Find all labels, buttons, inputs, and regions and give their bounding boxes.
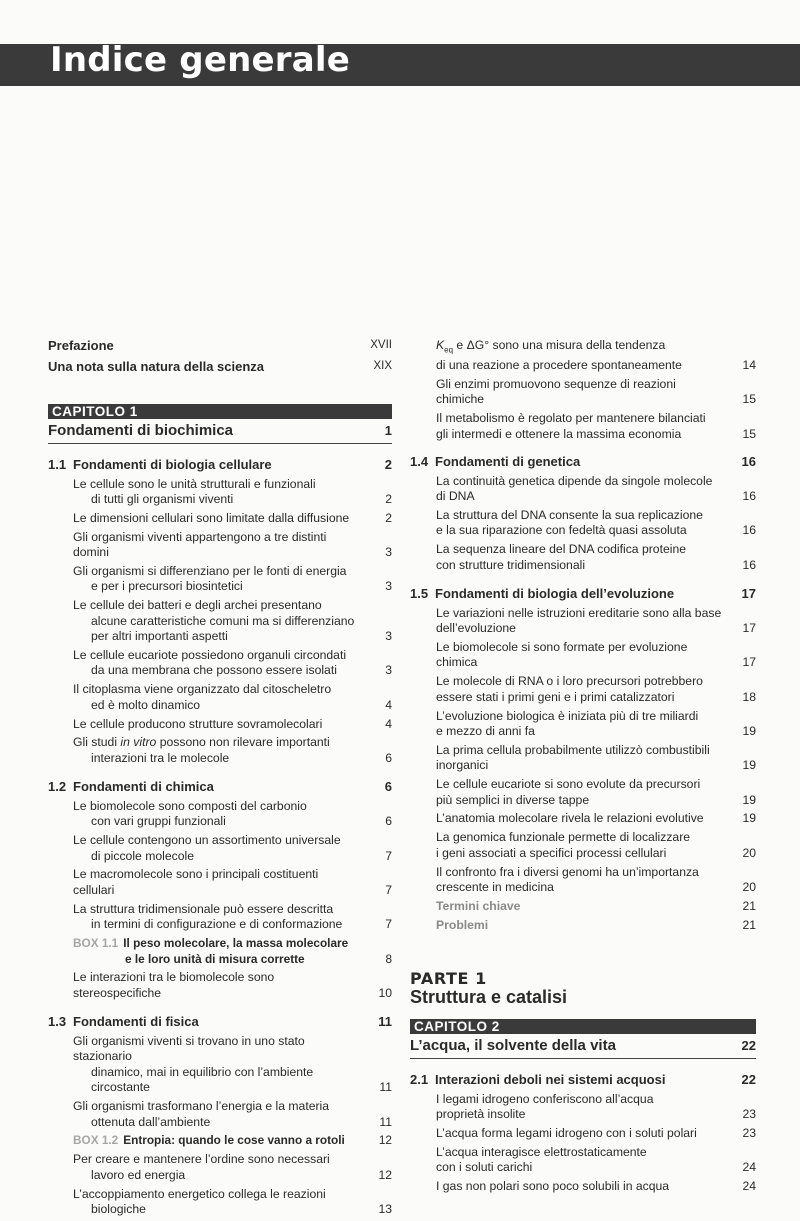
part-number: 1: [475, 969, 487, 989]
entry-text-line: in termini di configurazione e di conformazione: [91, 917, 343, 932]
entry-text-line: Gli organismi trasformano l’energia e la materia: [73, 1099, 330, 1114]
box-text-line: [73, 952, 362, 968]
end-matter-entry: [410, 918, 756, 934]
entry-text-line: Gli studi in vitro possono non rilevare importanti: [73, 735, 330, 750]
entry-text-line: La sequenza lineare del DNA codifica proteine: [436, 542, 687, 557]
section-heading: [48, 457, 392, 473]
chapter-title: [48, 419, 392, 444]
entry-title: Termini chiave: [436, 898, 521, 913]
section-title: Fondamenti di biologia dell’evoluzione: [435, 586, 675, 602]
chapter-title: [410, 1034, 756, 1059]
entry-text-line: Le biomolecole si sono formate per evoluzione chimica: [436, 639, 688, 670]
entry-text-line: I gas non polari sono poco solubili in acqua: [436, 1178, 670, 1193]
box-entry: [48, 936, 392, 967]
page-number: 14: [742, 357, 756, 372]
subsection-entry: [48, 1099, 392, 1130]
chapter-number: 2: [491, 1019, 500, 1035]
entry-text-line: La struttura tridimensionale può essere descritta: [73, 901, 334, 916]
page-number: 11: [378, 1014, 392, 1030]
part-tag: [410, 971, 756, 987]
box-title: Entropia: quando le cose vanno a rotoli: [123, 1133, 345, 1148]
page-number: 16: [742, 523, 756, 538]
entry-text-line: I legami idrogeno conferiscono all’acqua: [436, 1091, 654, 1106]
entry-text-line: Le biomolecole sono composti del carbonio: [73, 798, 307, 813]
entry-text-line: più semplici in diverse tappe: [436, 792, 590, 807]
entry-text-line: con i soluti carichi: [436, 1160, 533, 1175]
entry-title: Prefazione: [48, 338, 114, 353]
box-title: e le loro unità di misura corrette: [125, 951, 305, 966]
section-number: 2.1: [410, 1072, 429, 1088]
entry-text-line: L’evoluzione biologica è iniziata più di tre miliardi: [436, 708, 699, 723]
entry-text-line: Le cellule dei batteri e degli archei presentano: [73, 598, 322, 613]
page-number: 2: [385, 510, 392, 525]
entry-text-line: Le cellule contengono un assortimento universale: [73, 833, 341, 848]
entry-text-line: inorganici: [436, 758, 489, 773]
entry-text-line: Le cellule eucariote possiedono organuli circondati: [73, 647, 347, 662]
page-number: 19: [742, 811, 756, 826]
entry-text-line: L’anatomia molecolare rivela le relazioni evolutive: [436, 811, 704, 826]
page-number: 19: [742, 724, 756, 739]
chapter-number: 1: [129, 404, 138, 419]
entry-text-line: Il metabolismo è regolato per mantenere bilanciati: [436, 411, 706, 426]
entry-text-line: L’acqua interagisce elettrostaticamente: [436, 1144, 647, 1159]
part-header: [410, 971, 756, 1005]
page-number: 10: [378, 985, 392, 1000]
entry-text-line: La continuità genetica dipende da singole molecole: [436, 473, 713, 488]
entry-text-line: Le interazioni tra le biomolecole sono stereospecifiche: [73, 970, 275, 1000]
page-number: 3: [385, 629, 392, 644]
entry-text-line: ottenuta dall’ambiente: [91, 1114, 211, 1129]
page-number: 16: [742, 489, 756, 504]
entry-text-line: con strutture tridimensionali: [436, 557, 586, 572]
page-number: 7: [385, 882, 392, 897]
entry-text-line: Il confronto fra i diversi genomi ha un’importanza: [436, 864, 699, 879]
page-number: 6: [385, 814, 392, 829]
entry-text-line: e mezzo di anni fa: [436, 724, 535, 739]
entry-text-line: da una membrana che possono essere isolati: [91, 663, 337, 678]
entry-text-line: gli intermedi e ottenere la massima economia: [436, 426, 682, 441]
entry-text-line: L’accoppiamento energetico collega le reazioni: [73, 1186, 326, 1201]
entry-text-line: lavoro ed energia: [91, 1167, 186, 1182]
entry-text-line: Le dimensioni cellulari sono limitate dalla diffusione: [73, 510, 350, 525]
toc-left-column: [48, 338, 392, 1221]
entry-text-line: essere stati i primi geni e i primi catalizzatori: [436, 689, 675, 704]
subsection-entry: [410, 508, 756, 539]
entry-text-line: Le variazioni nelle istruzioni ereditarie sono alla base: [436, 605, 722, 620]
subsection-entry: [48, 1152, 392, 1183]
subsection-entry: [48, 511, 392, 527]
subsection-entry: [48, 648, 392, 679]
entry-text-line: La prima cellula probabilmente utilizzò combustibili: [436, 742, 710, 757]
box-tag: BOX 1.1: [73, 936, 119, 951]
section-heading: [48, 1014, 392, 1030]
page-number: 17: [742, 655, 756, 670]
entry-text-line: Le cellule producono strutture sovramolecolari: [73, 716, 323, 731]
entry-text-line: dinamico, mai in equilibrio con l’ambiente: [91, 1064, 314, 1079]
subsection-entry: [410, 1145, 756, 1176]
chapter-label: CAPITOLO: [52, 404, 126, 419]
page-number: 23: [742, 1125, 756, 1140]
page-number: 17: [741, 586, 756, 602]
subsection-entry: [48, 799, 392, 830]
entry-text-line: interazioni tra le molecole: [91, 750, 230, 765]
chapter-header: [410, 1019, 756, 1059]
toc-entry-front: [48, 359, 392, 375]
entry-text-line: $K_{eq}$ e ΔG° sono una misura della tendenza: [436, 338, 666, 355]
subsection-entry: [410, 1126, 756, 1142]
entry-text-line: dell’evoluzione: [436, 621, 516, 636]
page-number: 2: [385, 492, 392, 506]
section-title: Interazioni deboli nei sistemi acquosi: [435, 1072, 666, 1088]
subsection-entry: [48, 477, 392, 508]
page-title: Indice generale: [50, 40, 350, 80]
subsection-entry: [410, 411, 756, 442]
entry-title: Problemi: [436, 917, 489, 932]
page-number: 4: [385, 697, 392, 712]
entry-text-line: Le macromolecole sono i principali costituenti cellulari: [73, 867, 319, 897]
entry-text-line: per altri importanti aspetti: [91, 629, 228, 644]
chapter-tag: [48, 404, 392, 419]
entry-text-line: con vari gruppi funzionali: [91, 814, 226, 829]
entry-text-line: di tutti gli organismi viventi: [91, 492, 234, 506]
page-number: 20: [742, 845, 756, 860]
entry-text-line: proprietà insolite: [436, 1107, 526, 1122]
box-title: Il peso molecolare, la massa molecolare: [123, 936, 349, 951]
subsection-entry: [48, 564, 392, 595]
entry-text-line: biologiche: [91, 1202, 146, 1217]
box-entry: [48, 1133, 392, 1149]
box-text-line: [73, 1133, 362, 1149]
page-number: 21: [742, 898, 756, 913]
entry-text-line: ed è molto dinamico: [91, 697, 201, 712]
entry-text-line: Gli organismi viventi si trovano in uno stato stazionario: [73, 1033, 305, 1064]
page-number: 24: [742, 1178, 756, 1193]
entry-text-line: Gli organismi si differenziano per le fonti di energia: [73, 563, 347, 578]
subsection-entry: [48, 682, 392, 713]
page-number: 12: [378, 1167, 392, 1182]
subsection-entry: [48, 1034, 392, 1096]
subsection-entry: [48, 530, 392, 561]
entry-text-line: i geni associati a specifici processi cellulari: [436, 845, 667, 860]
section-number: 1.4: [410, 454, 429, 470]
part-title: Struttura e catalisi: [410, 986, 568, 1007]
toc-entry-front: [48, 338, 392, 354]
subsection-entry: [410, 743, 756, 774]
subsection-entry: [410, 338, 756, 373]
page-number: 21: [742, 917, 756, 932]
page-number: 7: [385, 917, 392, 932]
entry-text-line: di una reazione a procedere spontaneamente: [436, 357, 682, 372]
subsection-entry: [410, 542, 756, 573]
page-number: 24: [742, 1160, 756, 1175]
section-heading: [410, 586, 756, 602]
box-tag: BOX 1.2: [73, 1133, 119, 1148]
section-heading: [410, 454, 756, 470]
subsection-entry: [48, 717, 392, 733]
entry-title: Una nota sulla natura della scienza: [48, 358, 265, 374]
subsection-entry: [48, 735, 392, 766]
box-text-line: [73, 936, 362, 952]
subsection-entry: [410, 377, 756, 408]
subsection-entry: [410, 830, 756, 861]
entry-text-line: Le molecole di RNA o i loro precursori potrebbero: [436, 674, 703, 689]
entry-text-line: crescente in medicina: [436, 880, 554, 894]
page-number: 22: [741, 1038, 756, 1054]
chapter-tag: [410, 1019, 756, 1034]
entry-text-line: La genomica funzionale permette di localizzare: [436, 830, 691, 845]
entry-text-line: di DNA: [436, 489, 475, 504]
page-number: 17: [742, 621, 756, 636]
section-title: Fondamenti di chimica: [73, 779, 214, 795]
subsection-entry: [410, 474, 756, 505]
entry-text-line: circostante: [91, 1080, 150, 1095]
end-matter-entry: [410, 899, 756, 915]
entry-text-line: L’acqua forma legami idrogeno con i soluti polari: [436, 1125, 697, 1140]
subsection-entry: [410, 777, 756, 808]
chapter-header: [48, 404, 392, 444]
page-number: 15: [742, 392, 756, 407]
page-number: 16: [741, 454, 756, 470]
chapter-label: CAPITOLO: [414, 1019, 488, 1035]
section-title: Fondamenti di biologia cellulare: [73, 457, 272, 472]
subsection-entry: [48, 598, 392, 645]
page-number: 3: [385, 545, 392, 560]
page-number: 22: [741, 1072, 756, 1088]
page-number: 19: [742, 792, 756, 807]
entry-text-line: e la sua riparazione con fedeltà quasi assoluta: [436, 523, 687, 538]
section-title: Fondamenti di fisica: [73, 1014, 199, 1030]
subsection-entry: [48, 833, 392, 864]
entry-text-line: Gli enzimi promuovono sequenze di reazioni chimiche: [436, 376, 676, 407]
entry-text-line: alcune caratteristiche comuni ma si differenziano: [91, 613, 355, 628]
section-number: 1.3: [48, 1014, 67, 1030]
page-number: XVII: [370, 339, 392, 351]
page-number: 16: [742, 557, 756, 572]
toc-right-column: [410, 338, 756, 1198]
page-number: 3: [385, 579, 392, 594]
page-number: 12: [378, 1133, 392, 1148]
page-number: XIX: [373, 359, 392, 372]
entry-text-line: La struttura del DNA consente la sua replicazione: [436, 507, 703, 522]
section-title: Fondamenti di genetica: [435, 454, 581, 470]
chapter-title-text: L’acqua, il solvente della vita: [410, 1037, 616, 1055]
page-number: 6: [385, 750, 392, 765]
page-number: 4: [385, 716, 392, 731]
section-heading: [410, 1072, 756, 1088]
entry-text-line: e per i precursori biosintetici: [91, 579, 243, 594]
page-number: 19: [742, 758, 756, 773]
entry-text-line: Le cellule sono le unità strutturali e funzionali: [73, 476, 316, 491]
page-number: 11: [379, 1114, 392, 1129]
page-number: 13: [378, 1202, 392, 1217]
page-number: 15: [742, 426, 756, 441]
subsection-entry: [48, 1187, 392, 1218]
title-banner: [0, 40, 800, 86]
section-number: 1.5: [410, 586, 429, 602]
entry-text-line: Per creare e mantenere l’ordine sono necessari: [73, 1152, 330, 1167]
page-number: 7: [385, 848, 392, 863]
subsection-entry: [48, 902, 392, 933]
section-number: 1.2: [48, 779, 67, 795]
subsection-entry: [410, 709, 756, 740]
subsection-entry: [410, 865, 756, 896]
entry-text-line: di piccole molecole: [91, 848, 194, 863]
section-number: 1.1: [48, 457, 67, 472]
page-number: 2: [384, 457, 392, 472]
page-number: 1: [384, 423, 392, 438]
page-number: 6: [384, 779, 392, 795]
subsection-entry: [410, 640, 756, 671]
entry-text-line: Le cellule eucariote si sono evolute da precursori: [436, 777, 701, 792]
page-number: 3: [385, 663, 392, 678]
page-number: 8: [385, 951, 392, 966]
subsection-entry: [410, 674, 756, 705]
subsection-entry: [48, 970, 392, 1001]
subsection-entry: [48, 867, 392, 898]
page-number: 20: [742, 880, 756, 894]
chapter-title-text: Fondamenti di biochimica: [48, 422, 234, 439]
entry-text-line: Il citoplasma viene organizzato dal citoscheletro: [73, 682, 332, 697]
subsection-entry: [410, 1092, 756, 1123]
page-number: 11: [379, 1080, 392, 1095]
subsection-entry: [410, 1179, 756, 1195]
part-label: PARTE: [410, 969, 470, 989]
page-number: 23: [742, 1107, 756, 1122]
entry-text-line: Gli organismi viventi appartengono a tre distinti domini: [73, 529, 327, 560]
section-heading: [48, 779, 392, 795]
subsection-entry: [410, 811, 756, 827]
page-number: 18: [742, 689, 756, 704]
subsection-entry: [410, 606, 756, 637]
